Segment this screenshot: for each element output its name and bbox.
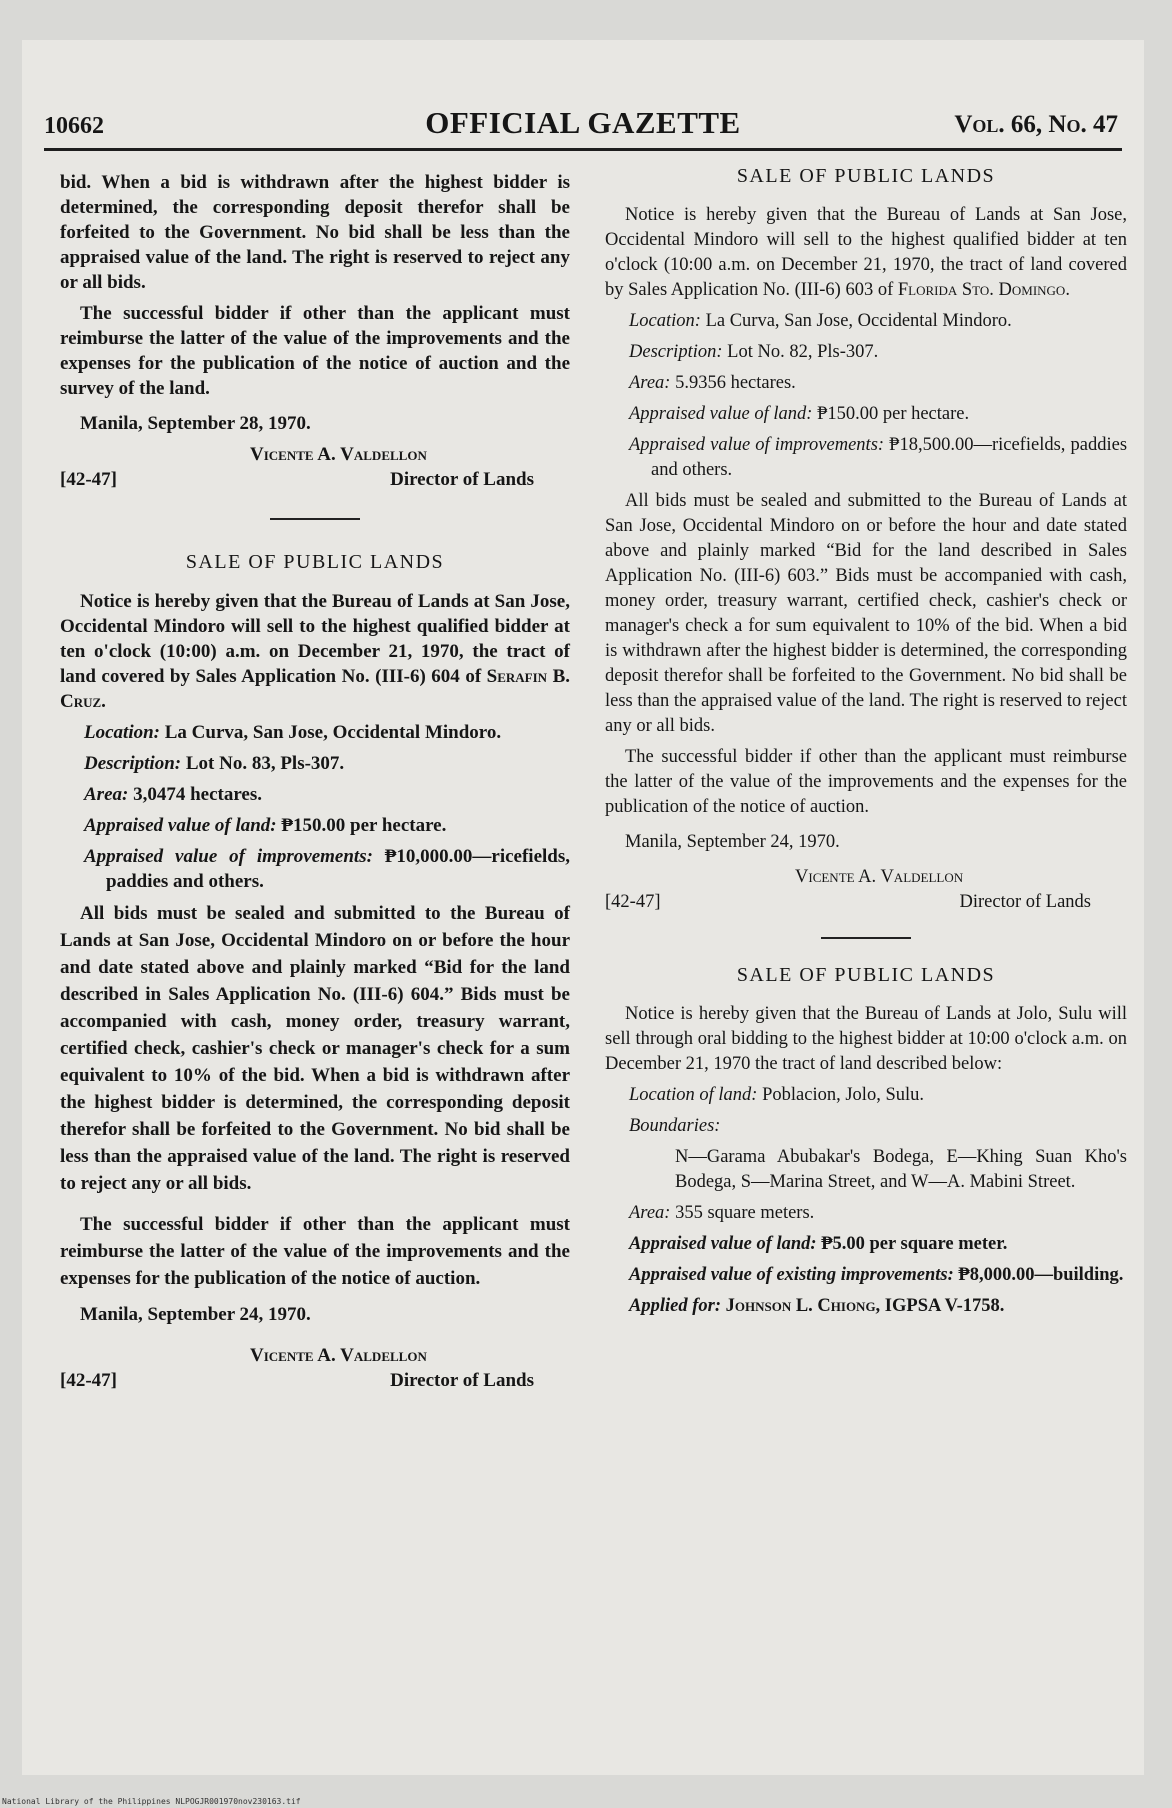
boundaries-item bbox=[605, 1114, 1127, 1139]
issue-code: [42-47] bbox=[60, 469, 117, 490]
location-item bbox=[605, 1083, 1127, 1108]
item-label: Area: bbox=[629, 373, 671, 393]
left-column bbox=[60, 170, 570, 1403]
item-label: Location: bbox=[84, 722, 160, 743]
paragraph: The successful bidder if other than the applicant must reimburse the latter of the value of the improvements and the expenses for the publication of the notice of auction and the survey of the land. bbox=[60, 303, 570, 399]
item-value: ₱5.00 per square meter. bbox=[821, 1234, 1008, 1254]
publication-title: OFFICIAL GAZETTE bbox=[425, 105, 741, 140]
item-value: ₱18,500.00—ricefields, paddies and others. bbox=[651, 435, 1128, 480]
date-line: Manila, September 24, 1970. bbox=[625, 832, 840, 852]
signatory-title: Director of Lands bbox=[959, 892, 1091, 912]
date-line: Manila, September 28, 1970. bbox=[80, 413, 311, 434]
description-item bbox=[605, 340, 1127, 365]
item-label: Description: bbox=[84, 753, 182, 774]
applicant-name: Florida Sto. Domingo. bbox=[897, 280, 1070, 300]
item-label: Appraised value of land: bbox=[629, 1234, 817, 1254]
item-value: Lot No. 83, Pls-307. bbox=[185, 753, 345, 774]
item-label: Appraised value of land: bbox=[84, 815, 277, 836]
notice-intro bbox=[60, 589, 570, 714]
boundaries-text: N—Garama Abubakar's Bodega, E—Khing Suan Kho's Bodega, S—Marina Street, and W—A. Mabini Street. bbox=[675, 1147, 1127, 1192]
page-header bbox=[22, 80, 1144, 140]
improvements-value-item bbox=[605, 433, 1127, 483]
item-value: Lot No. 82, Pls-307. bbox=[727, 342, 879, 362]
location-item bbox=[605, 309, 1127, 334]
gazette-page bbox=[22, 40, 1144, 1775]
item-label: Area: bbox=[84, 784, 129, 805]
signature-row bbox=[60, 467, 570, 492]
scan-footer: National Library of the Philippines NLPOGJR001970nov230163.tif bbox=[2, 1797, 301, 1806]
notice-heading: SALE OF PUBLIC LANDS bbox=[736, 165, 996, 187]
header-rule bbox=[44, 148, 1122, 151]
item-value: Johnson L. Chiong, IGPSA V-1758. bbox=[725, 1296, 1005, 1316]
item-label: Appraised value of improvements: bbox=[629, 435, 885, 455]
item-value: La Curva, San Jose, Occidental Mindoro. bbox=[164, 722, 502, 743]
signature-row bbox=[60, 1368, 570, 1393]
item-label: Location of land: bbox=[629, 1085, 758, 1105]
issue-code: [42-47] bbox=[60, 1370, 117, 1391]
issue-code: [42-47] bbox=[605, 892, 661, 912]
signatory-name: Vicente A. Valdellon bbox=[795, 867, 964, 887]
item-label: Appraised value of existing improvements: bbox=[629, 1265, 954, 1285]
volume-number: Vol. 66, No. 47 bbox=[954, 111, 1118, 138]
item-value: ₱10,000.00—ricefields, paddies and others. bbox=[106, 846, 571, 892]
land-value-item bbox=[60, 813, 570, 838]
applicant-name: Serafin B. Cruz. bbox=[60, 666, 570, 712]
signatory-name: Vicente A. Valdellon bbox=[250, 444, 427, 465]
intro-text: Notice is hereby given that the Bureau of Lands at San Jose, Occidental Mindoro will sell to the highest qualified bidder at ten o'clock (10:00) a.m. on December 21, 1970, the tract of land covered by Sales Application No. (III-6) 604 of bbox=[60, 591, 570, 687]
land-value-item bbox=[605, 1232, 1127, 1257]
item-value: La Curva, San Jose, Occidental Mindoro. bbox=[705, 311, 1012, 331]
notice-heading: SALE OF PUBLIC LANDS bbox=[185, 551, 445, 573]
item-value: ₱8,000.00—building. bbox=[958, 1265, 1124, 1285]
paragraph: All bids must be sealed and submitted to the Bureau of Lands at San Jose, Occidental Mindoro on or before the hour and date stated above and plainly marked “Bid for the land described in Sales Application No. (III-6) 603.” Bids must be accompanied with cash, money order, treasury warrant, certified check, cashier's check or manager's check a for sum equivalent to 10% of the bid. When a bid is withdrawn after the highest bidder is determined, the corresponding deposit therefor shall be forfeited to the Government. No bid shall be less than the appraised value of the land. The right is reserved to reject any or all bids. bbox=[605, 491, 1127, 736]
page-number: 10662 bbox=[44, 113, 104, 139]
intro-text: Notice is hereby given that the Bureau of Lands at San Jose, Occidental Mindoro will sell to the highest qualified bidder at ten o'clock (10:00 a.m. on December 21, 1970, the tract of land covered by Sales Application No. (III-6) 603 of bbox=[605, 205, 1127, 300]
date-line: Manila, September 24, 1970. bbox=[80, 1304, 311, 1325]
item-value: 5.9356 hectares. bbox=[675, 373, 796, 393]
location-item bbox=[60, 720, 570, 745]
paragraph: bid. When a bid is withdrawn after the highest bidder is determined, the corresponding deposit therefor shall be forfeited to the Government. No bid shall be less than the appraised value of the land. The right is reserved to reject any or all bids. bbox=[60, 172, 570, 293]
area-item bbox=[605, 371, 1127, 396]
area-item bbox=[60, 782, 570, 807]
notice-heading: SALE OF PUBLIC LANDS bbox=[736, 964, 996, 986]
item-label: Appraised value of improvements: bbox=[84, 846, 373, 867]
paragraph: The successful bidder if other than the applicant must reimburse the latter of the value of the improvements and the expenses for the publication of the notice of auction. bbox=[60, 1214, 570, 1289]
item-label: Applied for: bbox=[629, 1296, 721, 1316]
item-label: Appraised value of land: bbox=[629, 404, 813, 424]
item-value: ₱150.00 per hectare. bbox=[817, 404, 970, 424]
area-item bbox=[605, 1201, 1127, 1226]
item-value: Poblacion, Jolo, Sulu. bbox=[762, 1085, 924, 1105]
item-value: 355 square meters. bbox=[675, 1203, 815, 1223]
item-label: Location: bbox=[629, 311, 701, 331]
signatory-name: Vicente A. Valdellon bbox=[250, 1345, 427, 1366]
paragraph: All bids must be sealed and submitted to the Bureau of Lands at San Jose, Occidental Mindoro on or before the hour and date stated above and plainly marked “Bid for the land described in Sales Application No. (III-6) 604.” Bids must be accompanied with cash, money order, treasury warrant, certified check, cashier's check or manager's check for a sum equivalent to 10% of the bid. When a bid is withdrawn after the highest bidder is determined, the corresponding deposit therefor shall be forfeited to the Government. No bid shall be less than the appraised value of the land. The right is reserved to reject any or all bids. bbox=[60, 903, 570, 1194]
description-item bbox=[60, 751, 570, 776]
signature-row bbox=[605, 890, 1127, 915]
applicant-item bbox=[605, 1294, 1127, 1319]
item-label: Area: bbox=[629, 1203, 671, 1223]
notice-intro bbox=[605, 203, 1127, 303]
item-label: Boundaries: bbox=[629, 1116, 721, 1136]
item-value: ₱150.00 per hectare. bbox=[281, 815, 447, 836]
right-column bbox=[605, 162, 1127, 1325]
paragraph: The successful bidder if other than the applicant must reimburse the latter of the value of the improvements and the expenses for the publication of the notice of auction. bbox=[605, 747, 1127, 817]
section-divider bbox=[821, 937, 911, 939]
signatory-title: Director of Lands bbox=[390, 1370, 534, 1391]
land-value-item bbox=[605, 402, 1127, 427]
improvements-value-item bbox=[60, 844, 570, 894]
notice-intro: Notice is hereby given that the Bureau of Lands at Jolo, Sulu will sell through oral bidding to the highest bidder at 10:00 o'clock a.m. on December 21, 1970 the tract of land described below: bbox=[605, 1004, 1127, 1074]
signatory-title: Director of Lands bbox=[390, 469, 534, 490]
item-value: 3,0474 hectares. bbox=[133, 784, 263, 805]
section-divider bbox=[270, 518, 360, 520]
improvements-value-item bbox=[605, 1263, 1127, 1288]
item-label: Description: bbox=[629, 342, 723, 362]
